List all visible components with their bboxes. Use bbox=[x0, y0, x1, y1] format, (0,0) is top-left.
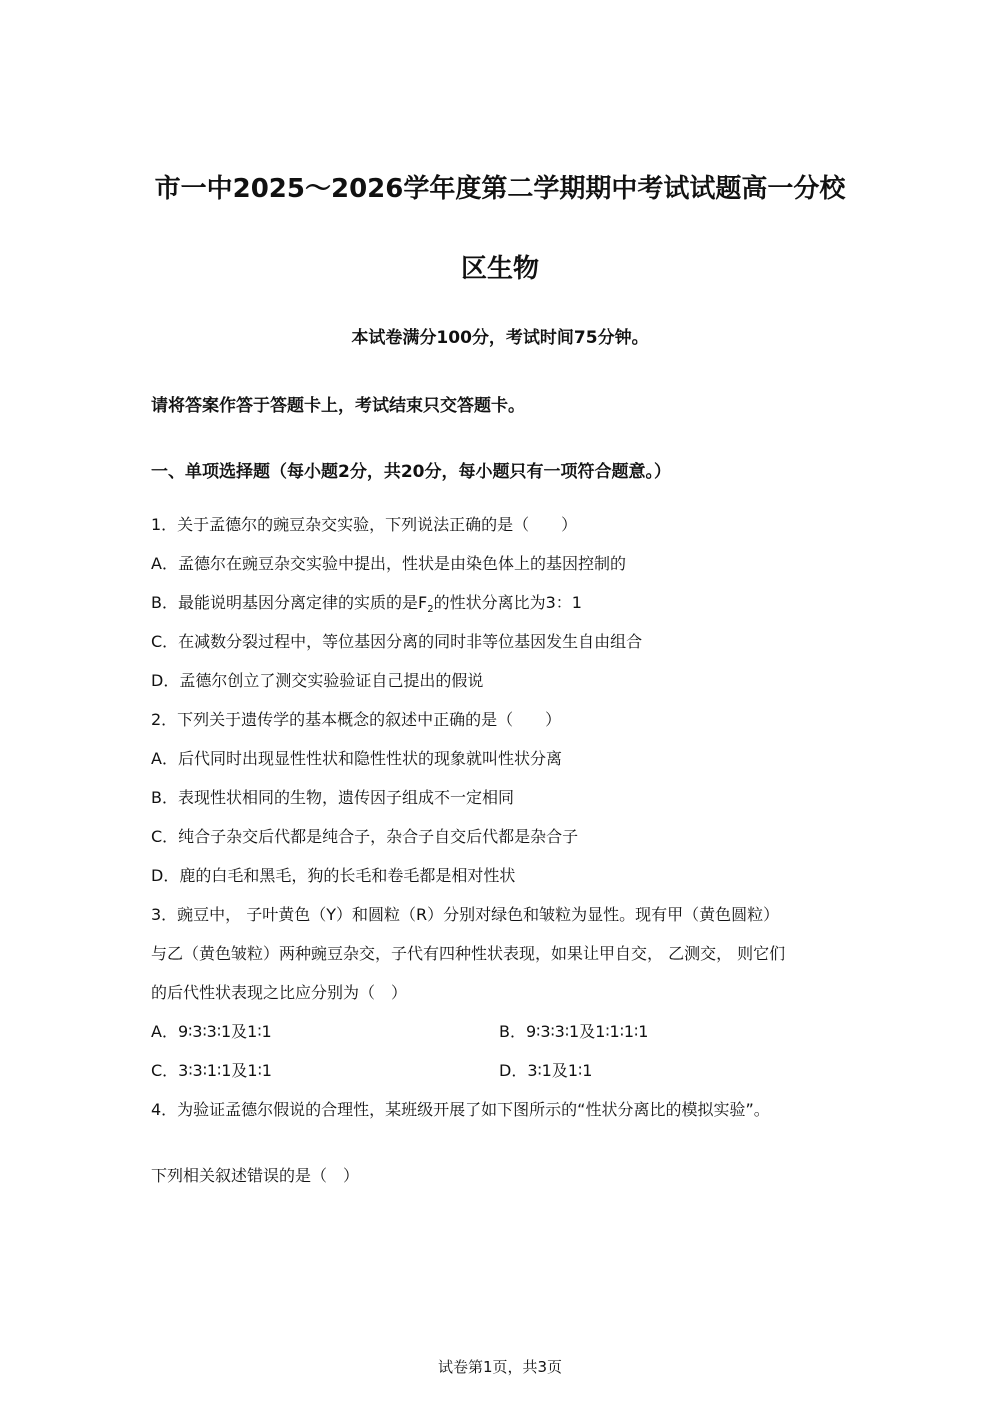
question-4-stem-line2: 下列相关叙述错误的是（ ） bbox=[151, 1166, 360, 1185]
question-1-option-c: C．在减数分裂过程中，等位基因分离的同时非等位基因发生自由组合 bbox=[151, 632, 643, 651]
option-b-text: B．最能说明基因分离定律的实质的是F bbox=[151, 593, 428, 612]
question-1-option-a: A．孟德尔在豌豆杂交实验中提出，性状是由染色体上的基因控制的 bbox=[151, 554, 626, 573]
question-1-option-b bbox=[151, 590, 582, 615]
page-footer: 试卷第1页，共3页 bbox=[437, 1358, 563, 1376]
exam-title-line1: 市一中2025～2026学年度第二学期期中考试试题高一分校 bbox=[154, 174, 846, 204]
question-2-option-b: B．表现性状相同的生物，遗传因子组成不一定相同 bbox=[151, 788, 514, 807]
question-3-stem-line2: 与乙（黄色皱粒）两种豌豆杂交，子代有四种性状表现，如果让甲自交， 乙测交， 则它们 bbox=[151, 944, 786, 963]
question-2-stem: 2．下列关于遗传学的基本概念的叙述中正确的是（ ） bbox=[151, 710, 562, 729]
exam-note: 请将答案作答于答题卡上，考试结束只交答题卡。 bbox=[151, 396, 525, 416]
question-4-stem: 4．为验证孟德尔假说的合理性，某班级开展了如下图所示的“性状分离比的模拟实验”。 bbox=[151, 1100, 770, 1119]
question-2-option-d: D．鹿的白毛和黑毛，狗的长毛和卷毛都是相对性状 bbox=[151, 866, 516, 885]
question-3-option-d: D．3∶1及1∶1 bbox=[499, 1061, 593, 1080]
question-1-stem: 1．关于孟德尔的豌豆杂交实验，下列说法正确的是（ ） bbox=[151, 515, 578, 534]
question-3-stem-line3: 的后代性状表现之比应分别为（ ） bbox=[151, 983, 408, 1002]
section-heading: 一、单项选择题（每小题2分，共20分，每小题只有一项符合题意。） bbox=[151, 462, 671, 482]
question-2-option-c: C．纯合子杂交后代都是纯合子，杂合子自交后代都是杂合子 bbox=[151, 827, 579, 846]
option-b-text-end: 的性状分离比为3：1 bbox=[433, 593, 582, 612]
subscript: 2 bbox=[427, 604, 434, 616]
question-3-stem-line1: 3．豌豆中， 子叶黄色（Y）和圆粒（R）分别对绿色和皱粒为显性。现有甲（黄色圆粒） bbox=[151, 905, 780, 924]
question-2-option-a: A．后代同时出现显性性状和隐性性状的现象就叫性状分离 bbox=[151, 749, 562, 768]
exam-title-line2: 区生物 bbox=[460, 254, 539, 284]
question-3-option-c: C．3∶3∶1∶1及1∶1 bbox=[151, 1061, 272, 1080]
exam-subtitle: 本试卷满分100分，考试时间75分钟。 bbox=[351, 328, 649, 348]
question-1-option-d: D．孟德尔创立了测交实验验证自己提出的假说 bbox=[151, 671, 484, 690]
question-3-option-b: B．9∶3∶3∶1及1∶1∶1∶1 bbox=[499, 1022, 649, 1041]
question-3-option-a: A．9∶3∶3∶1及1∶1 bbox=[151, 1022, 272, 1041]
